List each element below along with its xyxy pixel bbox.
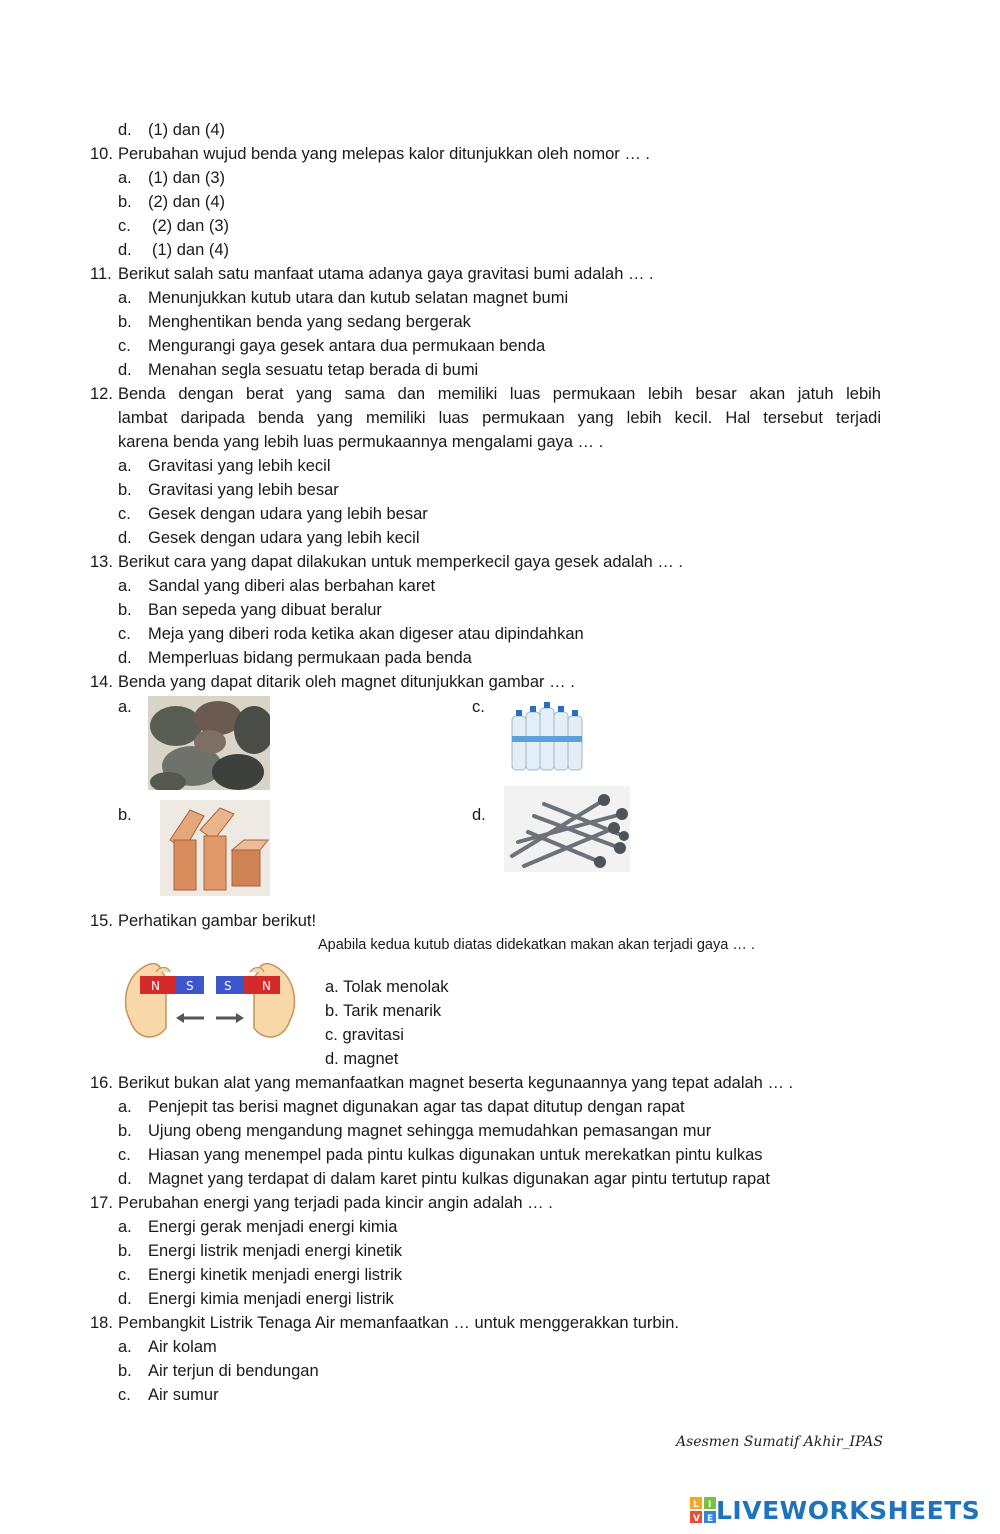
option-label: a. bbox=[118, 1098, 132, 1116]
magnet-pole-label: N bbox=[262, 979, 271, 993]
option-label: d. bbox=[472, 806, 486, 824]
option-label: d. bbox=[118, 1290, 132, 1308]
brand-name: LIVEWORKSHEETS bbox=[716, 1495, 981, 1525]
svg-text:E: E bbox=[707, 1514, 714, 1523]
question-text: Pembangkit Listrik Tenaga Air memanfaatkan … untuk menggerakkan turbin. bbox=[118, 1314, 679, 1332]
option-label: b. bbox=[118, 193, 132, 211]
liveworksheets-logo-icon bbox=[690, 1497, 716, 1523]
question-number: 10. bbox=[90, 145, 113, 163]
question-number: 18. bbox=[90, 1314, 113, 1332]
question-text-line: Benda dengan berat yang sama dan memiliki luas permukaan lebih besar akan jatuh lebih bbox=[118, 385, 881, 403]
magnet-diagram bbox=[116, 950, 304, 1046]
liveworksheets-brand[interactable] bbox=[690, 1494, 980, 1526]
water-bottles-image[interactable] bbox=[508, 700, 586, 774]
option-text: (1) dan (4) bbox=[148, 121, 226, 139]
option-label: d. bbox=[118, 361, 132, 379]
option-item: a. Tolak menolak bbox=[325, 978, 449, 996]
option-label: d. bbox=[118, 529, 132, 547]
option-label: b. bbox=[118, 806, 132, 824]
option-text: Sandal yang diberi alas berbahan karet bbox=[148, 577, 436, 595]
option-label: a. bbox=[118, 577, 132, 595]
option-text: Energi listrik menjadi energi kinetik bbox=[148, 1242, 403, 1260]
option-text: Memperluas bidang permukaan pada benda bbox=[148, 649, 472, 667]
option-item: b. Tarik menarik bbox=[325, 1002, 442, 1020]
option-text: (1) dan (4) bbox=[152, 241, 230, 259]
nails-image[interactable] bbox=[504, 786, 630, 872]
option-label: b. bbox=[118, 481, 132, 499]
question-text: Perubahan wujud benda yang melepas kalor ditunjukkan oleh nomor … . bbox=[118, 145, 651, 163]
option-label: c. bbox=[118, 1386, 131, 1404]
option-label: a. bbox=[118, 698, 132, 716]
question-number: 17. bbox=[90, 1194, 113, 1212]
magnet-pole-label: N bbox=[151, 979, 160, 993]
option-text: Ban sepeda yang dibuat beralur bbox=[148, 601, 382, 619]
option-text: Energi kimia menjadi energi listrik bbox=[148, 1290, 394, 1308]
option-label: a. bbox=[118, 1218, 132, 1236]
option-text: Energi kinetik menjadi energi listrik bbox=[148, 1266, 403, 1284]
option-text: Air terjun di bendungan bbox=[148, 1362, 319, 1380]
stones-image[interactable] bbox=[148, 696, 270, 790]
question-text: Berikut bukan alat yang memanfaatkan magnet beserta kegunaannya yang tepat adalah … . bbox=[118, 1074, 794, 1092]
option-label: d. bbox=[118, 121, 132, 139]
question-prompt: Apabila kedua kutub diatas didekatkan makan akan terjadi gaya … . bbox=[318, 937, 755, 953]
svg-text:I: I bbox=[708, 1500, 712, 1510]
option-label: b. bbox=[118, 1122, 132, 1140]
option-text: (1) dan (3) bbox=[148, 169, 226, 187]
question-text: Berikut cara yang dapat dilakukan untuk memperkecil gaya gesek adalah … . bbox=[118, 553, 683, 571]
option-label: b. bbox=[118, 313, 132, 331]
question-number: 11. bbox=[90, 265, 112, 283]
option-label: c. bbox=[118, 625, 131, 643]
magnet-pole-label: S bbox=[186, 979, 194, 993]
option-label: c. bbox=[118, 1146, 131, 1164]
option-label: b. bbox=[118, 601, 132, 619]
option-text: (2) dan (3) bbox=[152, 217, 230, 235]
option-label: a. bbox=[118, 457, 132, 475]
option-text: Menahan segla sesuatu tetap berada di bumi bbox=[148, 361, 479, 379]
option-text: Penjepit tas berisi magnet digunakan agar tas dapat ditutup dengan rapat bbox=[148, 1098, 685, 1116]
option-label: a. bbox=[118, 169, 132, 187]
footer-title: Asesmen Sumatif Akhir_IPAS bbox=[676, 1434, 883, 1450]
option-item: d. magnet bbox=[325, 1050, 399, 1068]
question-text: Perubahan energi yang terjadi pada kincir angin adalah … . bbox=[118, 1194, 553, 1212]
option-text: Mengurangi gaya gesek antara dua permukaan benda bbox=[148, 337, 546, 355]
question-text-line: lambat daripada benda yang memiliki luas permukaan yang lebih kecil. Hal tersebut terjadi bbox=[118, 409, 881, 427]
option-text: Menunjukkan kutub utara dan kutub selatan magnet bumi bbox=[148, 289, 569, 307]
option-label: d. bbox=[118, 241, 132, 259]
option-label: c. bbox=[118, 337, 131, 355]
option-label: c. bbox=[118, 1266, 131, 1284]
option-text: Menghentikan benda yang sedang bergerak bbox=[148, 313, 471, 331]
question-number: 14. bbox=[90, 673, 113, 691]
question-text-line: karena benda yang lebih luas permukaannya mengalami gaya … . bbox=[118, 433, 604, 451]
option-label: b. bbox=[118, 1242, 132, 1260]
wooden-blocks-image[interactable] bbox=[160, 800, 270, 896]
option-text: Gravitasi yang lebih besar bbox=[148, 481, 339, 499]
option-label: d. bbox=[118, 649, 132, 667]
magnet-pole-label: S bbox=[224, 979, 232, 993]
option-label: a. bbox=[118, 1338, 132, 1356]
question-text: Benda yang dapat ditarik oleh magnet ditunjukkan gambar … . bbox=[118, 673, 575, 691]
option-label: c. bbox=[118, 505, 131, 523]
option-text: Hiasan yang menempel pada pintu kulkas digunakan untuk merekatkan pintu kulkas bbox=[148, 1146, 763, 1164]
question-number: 13. bbox=[90, 553, 113, 571]
question-number: 12. bbox=[90, 385, 113, 403]
option-text: Ujung obeng mengandung magnet sehingga memudahkan pemasangan mur bbox=[148, 1122, 712, 1140]
option-label: c. bbox=[472, 698, 485, 716]
question-text: Perhatikan gambar berikut! bbox=[118, 912, 317, 930]
option-text: Air kolam bbox=[148, 1338, 217, 1356]
option-text: Gesek dengan udara yang lebih kecil bbox=[148, 529, 420, 547]
option-label: d. bbox=[118, 1170, 132, 1188]
svg-text:V: V bbox=[693, 1514, 700, 1523]
option-item: c. gravitasi bbox=[325, 1026, 404, 1044]
option-label: c. bbox=[118, 217, 131, 235]
question-text: Berikut salah satu manfaat utama adanya gaya gravitasi bumi adalah … . bbox=[118, 265, 654, 283]
option-text: Energi gerak menjadi energi kimia bbox=[148, 1218, 398, 1236]
option-text: Gesek dengan udara yang lebih besar bbox=[148, 505, 428, 523]
option-label: a. bbox=[118, 289, 132, 307]
option-text: (2) dan (4) bbox=[148, 193, 226, 211]
svg-text:L: L bbox=[693, 1500, 699, 1510]
option-text: Gravitasi yang lebih kecil bbox=[148, 457, 331, 475]
option-label: b. bbox=[118, 1362, 132, 1380]
question-number: 16. bbox=[90, 1074, 113, 1092]
option-text: Air sumur bbox=[148, 1386, 219, 1404]
option-text: Meja yang diberi roda ketika akan digeser atau dipindahkan bbox=[148, 625, 584, 643]
option-text: Magnet yang terdapat di dalam karet pintu kulkas digunakan agar pintu tertutup rapat bbox=[148, 1170, 770, 1188]
question-number: 15. bbox=[90, 912, 113, 930]
